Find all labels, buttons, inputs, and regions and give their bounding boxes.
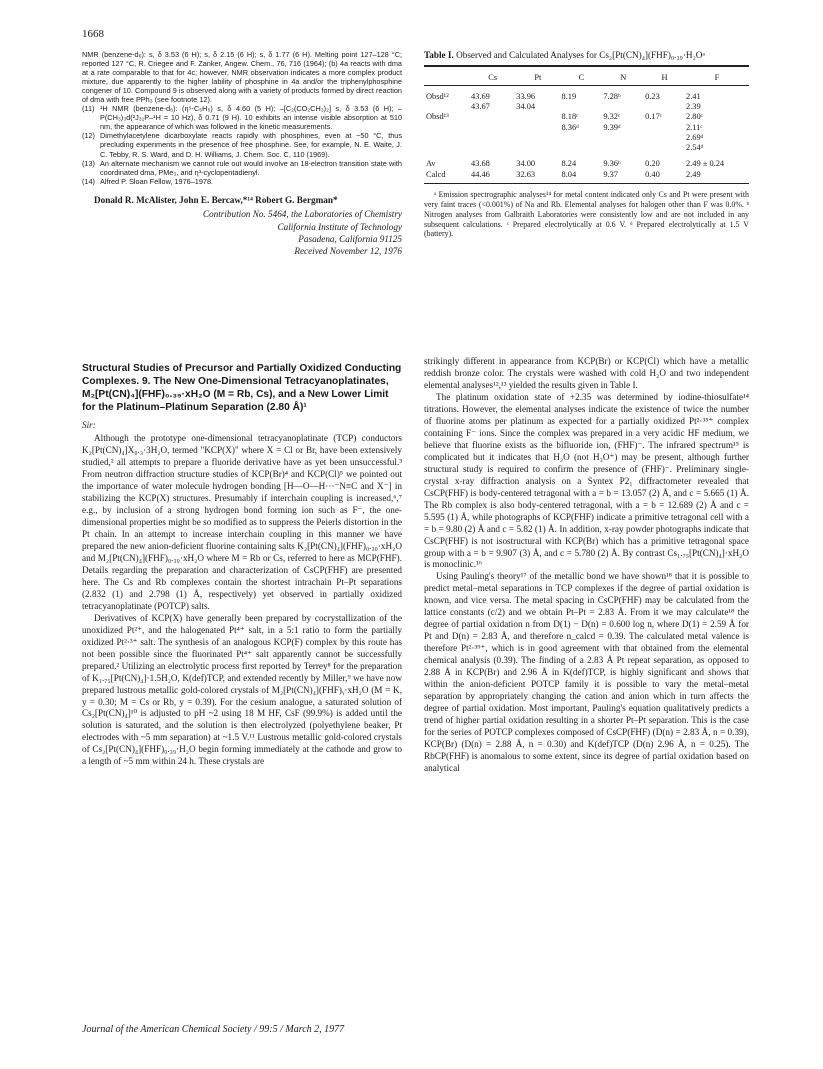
table-cell (515, 143, 560, 153)
table-cell: 33.96 (516, 91, 536, 101)
table-block (424, 50, 749, 247)
journal-footer: Journal of the American Chemical Society / 99:5 / March 2, 1977 (82, 1024, 345, 1035)
body-paragraph: Derivatives of KCP(X) have generally been prepared by cocrystallization of the unoxidized Pt²⁺, and the halogenated Pt⁴⁺ salt, in a 5:1 ratio to form the partially oxidized Pt²·³⁺ salt. The synthesis of an analogous KCP(F) complex by this route has not been possible since the fluorinated Pt⁴⁺ salt apparently cannot be successfully prepared.² Utilizing an electrolytic process first reported by Terrey⁸ for the preparation of K₁.₇₅[Pt(CN)₄]·1.5H₂O, K(def)TCP, and extended recently by Miller,⁹ we have now prepared lustrous metallic gold-colored crystals of M₂[Pt(CN)₄](FHF)ᵧ·xH₂O (M = K, y = 0.30; M = Cs or Rb, y = 0.39). For the cesium analogue, a saturated solution of Cs₂[Pt(CN)₄]¹⁰ is adjusted to pH ~2 using 18 M HF, CsF (99.9%) is added until the solution is saturated, and the solution is then electrolyzed (polyethylene beaker, Pt electrodes with ~5 mm separation) at ~1.5 V.¹¹ Lustrous metallic gold-colored crystals of Cs₂[Pt(CN)₄](FHF)₀.₃₉·H₂O begin forming immediately at the cathode and grow to a length of ~5 mm within 24 h. These crystals are (82, 612, 402, 767)
table-cell: Av (426, 159, 436, 169)
table-cell: 2.49 ± 0.24 (686, 159, 725, 169)
table-cell: 8.18ᶜ (561, 112, 579, 122)
table-cell: 8.24 (561, 159, 577, 169)
table-cell (424, 133, 470, 143)
table-cell (515, 112, 560, 122)
affiliation-line: California Institute of Technology (277, 221, 402, 232)
footnote-number: (11) (82, 104, 95, 114)
footnotes (82, 50, 402, 186)
table-label: Table I. (424, 50, 454, 60)
affiliation-line: Pasadena, California 91125 (298, 233, 402, 244)
table-header: N (620, 72, 627, 82)
table-cell: 34.00 (516, 159, 536, 169)
table-cell: 2.49 (685, 170, 749, 184)
table-cell (470, 143, 515, 153)
table-cell (515, 133, 560, 143)
author-list: Donald R. McAlister, John E. Bercaw,*¹⁴ Robert G. Bergman* (94, 194, 338, 205)
table-cell: 0.20 (645, 159, 660, 169)
table-cell: 2.80ᶜ (686, 112, 703, 122)
table-cell (561, 143, 603, 153)
table-cell: 9.36ᵇ (603, 159, 621, 169)
left-column-top (82, 50, 402, 258)
body-paragraph: Using Pauling's theory¹⁷ of the metallic bond we have shown¹⁸ that it is possible to predict metal–metal separations in TCP complexes if the degree of partial oxidation is known, and vice versa. The metal spacing in CsCP(FHF) may be calculated from the lattice constants (c/2) and we obtain Pt–Pt = 2.83 Å. From it we may calculate¹⁸ the degree of partial oxidation n from D(1) − D(n) = 0.600 log n, where D(1) = 2.59 Å for Pt and D(n) = 2.83 Å, and therefore n_calcd = 0.39. The calculated metal valence is therefore Pt²·³⁹⁺, which is in good agreement with that obtained from the elemental chemical analysis (0.39). The finding of a 2.83 Å Pt repeat separation, as opposed to 2.88 Å in KCP(Br) and 2.96 Å in K(def)TCP, is highly significant and shows that within the anion-deficient POTCP family it is possible to vary the metal–metal separation by appropriately changing the cation and anion which in turn affects the degree of partial oxidation. Most important, Pauling's equation qualitatively predicts a trend of higher partial oxidation resulting in a shorter Pt–Pt separation. This is the case for the series of POTCP complexes composed of CsCP(FHF) (D(n) = 2.83 Å, n = 0.39), KCP(Br) (D(n) = 2.88 Å, n = 0.30) and K(def)TCP (D(n) 2.96 Å, n = 0.25). The RbCP(FHF) is anomalous to some extent, since its degree of partial oxidation based on analytical (424, 571, 749, 773)
table-cell: 2.41 (686, 91, 701, 101)
table-cell: 2.39 (686, 102, 701, 112)
body-paragraph: strikingly different in appearance from KCP(Br) or KCP(Cl) which have a metallic reddish bronze color. The crystals were washed with cold H₂O and two independent elemental analyses¹²,¹³ yielded the results given in Table I. (424, 356, 749, 390)
table-cell: 43.69 (471, 91, 490, 101)
table-cell: 7.28ᵇ (603, 91, 621, 101)
table-cell: Obsd¹² (426, 91, 449, 101)
page-number: 1668 (82, 28, 104, 40)
footnote-13 (82, 159, 402, 177)
article-left-column (82, 362, 402, 768)
table-cell (470, 112, 515, 122)
table-cell: 8.04 (561, 170, 603, 184)
table-cell: 43.68 (471, 159, 490, 169)
footnote-number: (13) (82, 158, 95, 168)
table-cell: 44.46 (470, 170, 515, 184)
table-cell (470, 123, 515, 133)
table-cell: 32.63 (515, 170, 560, 184)
table-cell: 2.11ᶜ (686, 122, 703, 132)
table-row (424, 143, 749, 153)
table-cell: 9.39ᵈ (603, 122, 621, 132)
table-cell (561, 133, 603, 143)
table-cell (602, 143, 644, 153)
table-cell: 43.67 (471, 102, 490, 112)
article-right-column (424, 356, 749, 775)
article-title: Structural Studies of Precursor and Partially Oxidized Conducting Complexes. 9. The New One-Dimensional Tetracyanoplatinates, M₂[Pt(CN)₄](FHF)₀.₃₉·xH₂O (M = Rb, Cs), and a New Lower Limit for the Platinum–Platinum Separation (2.80 Å)¹ (82, 363, 402, 414)
table-cell: 2.54ᵈ (686, 143, 704, 153)
table-row (424, 112, 749, 122)
table-row (424, 133, 749, 143)
table-cell (424, 102, 470, 112)
footnote-14 (82, 177, 402, 186)
table-row (424, 85, 749, 102)
table-cell: 8.19 (561, 91, 577, 101)
table-cell (644, 123, 685, 133)
table-header: Cs (488, 72, 498, 82)
table-footnote: ᵃ Emission spectrographic analyses¹⁴ for metal content indicated only Cs and Pt were present with very faint traces (<0.001%) of Na and Rb. Elemental analyses for halogen other than F was 0.0%. ᵇ Nitrogen analyses from Galbraith Laboratories were consistently low and are not included in any subsequent calculations. ᶜ Prepared electrolytically at 0.6 V. ᵈ Prepared electrolytically at 1.5 V (battery). (424, 189, 749, 239)
table-row (424, 102, 749, 112)
table-cell (644, 102, 685, 112)
table-row (424, 123, 749, 133)
table-header: C (578, 72, 585, 82)
table-cell (644, 133, 685, 143)
table-cell (644, 143, 685, 153)
footnote-text: Alfred P. Sloan Fellow, 1976–1978. (100, 176, 214, 186)
table-cell (602, 102, 644, 112)
body-paragraph: The platinum oxidation state of +2.35 was determined by iodine-thiosulfate¹⁴ titrations. However, the elemental analyses indicate the existence of twice the number of fluorine atoms per platinum as expected for a partially oxidized Pt²·³⁵⁺ complex containing F⁻ ions. Since the complex was prepared in a very acidic HF medium, we believe that fluorine exists as the bifluoride ion, (FHF)⁻. The infrared spectrum¹⁵ is complicated but it indicates that H₂O (not H₃O⁺) may be present, although further structural study is required to confirm the presence of (FHF)⁻. Preliminary single-crystal x-ray diffraction analysis on a Syntex P2₁ diffractometer revealed that CsCP(FHF) is body-centered tetragonal with a = b = 13.057 (2) Å, and c = 5.665 (1) Å. The Rb complex is also body-centered tetragonal, with a = b = 12.689 (2) Å and c = 5.595 (1) Å, while photographs of KCP(FHF) indicate a primitive tetragonal cell with a = b = 9.80 (2) Å and c = 5.82 (1) Å. In addition, x-ray powder photographs indicate that CsCP(FHF) is not isostructural with KCP(Br) which has a primitive tetragonal space group with a = b = 9.907 (3) Å, and c = 5.780 (2) Å. By contrast Cs₁.₇₅[Pt(CN)₄]·xH₂O is monoclinic.¹⁶ (424, 391, 749, 570)
affiliation-line: Contribution No. 5464, the Laboratories of Chemistry (202, 209, 402, 220)
table-cell: Obsd¹³ (426, 112, 449, 122)
table-header (424, 66, 470, 86)
footnote-number: (12) (82, 131, 95, 141)
table-cell: 8.36ᵈ (561, 122, 579, 132)
salutation: Sir: (82, 420, 96, 431)
table-cell (424, 123, 470, 133)
footnote-text: ¹H NMR (benzene-d₆): (η⁵-C₅H₅) s, δ 4.60 (5 H); –[C₂(CO₂CH₃)₂] s, δ 3.53 (6 H); –P(CH₃)₃d(²J₃₁P–¹H = 10 Hz), δ 0.71 (9 H). 10 exhibits an intense visible absorption at 510 nm, the appearance of which was followed in the kinetic measurements. (100, 104, 402, 132)
table-caption-text: Observed and Calculated Analyses for Cs₂[Pt(CN)₄](FHF)₀.₃₉·H₂Oᵃ (456, 50, 705, 60)
byline (82, 194, 402, 258)
table-row (424, 153, 749, 169)
table-header: H (661, 72, 668, 82)
table-cell (602, 133, 644, 143)
analysis-table (424, 65, 749, 184)
table-cell: 34.04 (516, 102, 536, 112)
footnote-12 (82, 131, 402, 158)
table-cell (424, 143, 470, 153)
table-cell: 2.69ᵈ (686, 132, 704, 142)
footnote-text: An alternate mechanism we cannot rule out would involve an 18-electron transition state with coordinated dma, PMe₃, and η³-cyclopentadienyl. (100, 158, 402, 177)
table-cell (515, 123, 560, 133)
footnote-text: Dimethylacetylene dicarboxylate reacts rapidly with phosphines, even at −50 °C, thus precluding experiments in the presence of free phosphine. See, for example, N. E. Waite, J. C. Tebby, R. S. Ward, and D. H. Williams, J. Chem. Soc. C, 110 (1969). (100, 131, 402, 159)
footnote-11 (82, 104, 402, 131)
table-header-row (424, 66, 749, 86)
table-cell: 0.40 (644, 170, 685, 184)
table-cell: 9.32ᶜ (603, 112, 621, 122)
table-cell (470, 133, 515, 143)
table-header: F (714, 72, 720, 82)
table-header: Pt (534, 72, 542, 82)
footnote-number: (14) (82, 176, 95, 186)
received-date: Received November 12, 1976 (294, 246, 402, 257)
body-paragraph: Although the prototype one-dimensional tetracyanoplatinate (TCP) conductors K₂[Pt(CN)₄]X₀.₃·3H₂O, termed "KCP(X)" where X = Cl or Br, have been extensively studied,² all attempts to prepare a fluoride derivative have as yet been unsuccessful.³ From neutron diffraction structure studies of KCP(Br)⁴ and KCP(Cl)⁵ we pointed out the importance of water molecule hydrogen bonding [H—O—H···⁻N≡C and X⁻] in stabilizing the KCP(X) structures. Presumably if interchain coupling is increased,⁶,⁷ e.g., by inclusion of a strong hydrogen bond forming ion such as F⁻, the one-dimensional properties might be so modified as to suppress the Peierls distortion in the Pt chain. In an attempt to increase interchain coupling in this manner we have prepared the new anion-deficient fluorine containing salts K₂[Pt(CN)₄](FHF)₀.₃₀·xH₂O and M₂[Pt(CN)₄](FHF)₀.₃₉·xH₂O where M = Rb or Cs, referred to here as MCP(FHF). Details regarding the preparation and characterization of CsCP(FHF) are presented here. The Cs and Rb complexes contain the shortest intrachain Pt–Pt separations (2.832 (1) and 2.798 (1) Å, respectively) yet observed in partially oxidized tetracyanoplatinate (POTCP) salts. (82, 433, 402, 611)
table-caption (424, 50, 749, 62)
table-cell: 0.23 (645, 91, 660, 101)
table-cell: Calcd (424, 170, 470, 184)
table-cell (561, 102, 603, 112)
table-cell: 0.17ᶜ (645, 112, 662, 122)
table-cell: 9.37 (602, 170, 644, 184)
footnote-continuation: NMR (benzene-d₆): s, δ 3.53 (6 H); s, δ 2.15 (6 H); s, δ 1.77 (6 H). Melting point 127–128 °C; reported 127 °C, R. Criegee and F. Zanker, Angew. Chem., 76, 716 (1964); (b) 4a reacts with dma at a rate comparable to that for 4c; however, NMR observation indicates a more complex product mixture, due apparently to the higher lability of phosphine in 4a and/or the triphenylphosphine congener of 10. Compound 9 is observed along with a variety of products formed by direct reaction of dma with free PPh₃ (see footnote 12). (82, 50, 402, 105)
table-row (424, 170, 749, 184)
